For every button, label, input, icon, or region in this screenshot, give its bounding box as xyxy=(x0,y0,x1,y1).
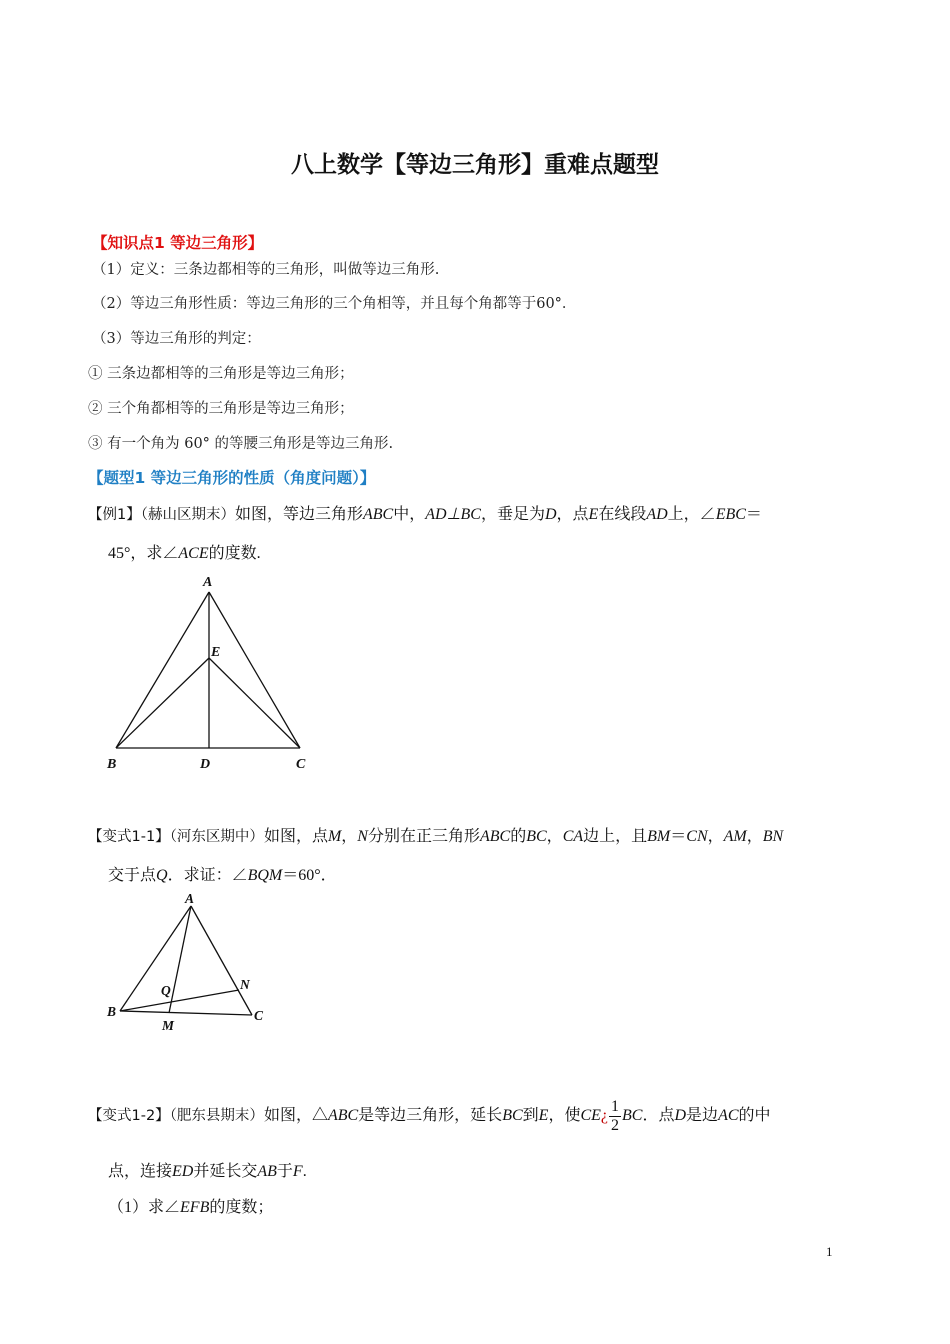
kp-line-criteria-2: ② 三个角都相等的三角形是等边三角形； xyxy=(88,401,354,417)
variant-1-2-text-line2: 点，连接ED并延长交AB于F. xyxy=(108,1163,307,1180)
question-type-heading: 【题型1 等边三角形的性质（角度问题）】 xyxy=(88,469,376,487)
variant-1-1-text: 【变式1-1】（河东区期中）如图，点M，N分别在正三角形ABC的BC，CA边上，且BM＝CN，AM，BN xyxy=(88,828,784,845)
variant-1-1-text-line2: 交于点Q．求证：∠BQM＝60°． xyxy=(108,867,337,884)
example-1-text-line2: 45°，求∠ACE的度数. xyxy=(108,545,261,562)
example-1-text: 【例1】（赫山区期末）如图，等边三角形ABC中，AD⊥BC，垂足为D，点E在线段AD上，∠EBC＝ xyxy=(88,506,762,523)
label-m: M xyxy=(162,1018,175,1033)
page-number: 1 xyxy=(826,1244,833,1259)
label-n: N xyxy=(240,977,250,992)
label-q: Q xyxy=(161,983,171,998)
fraction-one-half: $\frac{1}{2}$ xyxy=(611,1098,620,1134)
variant-1-1-figure xyxy=(100,888,275,1038)
side-ab xyxy=(116,592,209,748)
page-title: 八上数学【等边三角形】重难点题型 xyxy=(291,152,659,178)
variant-1-2-text: 【变式1-2】（肥东县期末）如图，△ABC是等边三角形，延长BC到E，使CE¿ $\frac{1}{2}$ BC．点D是边AC的中 xyxy=(88,1098,771,1134)
side-bc xyxy=(120,1011,252,1015)
segment-bn xyxy=(120,990,239,1011)
label-a: A xyxy=(185,891,195,906)
label-b: B xyxy=(107,1004,117,1019)
knowledge-point-heading: 【知识点1 等边三角形】 xyxy=(92,234,264,252)
label-c: C xyxy=(296,757,306,772)
side-ac xyxy=(209,592,300,748)
kp-line-definition: （1）定义：三条边都相等的三角形，叫做等边三角形. xyxy=(92,262,440,278)
segment-be xyxy=(116,658,209,748)
label-e: E xyxy=(211,645,221,660)
kp-line-criteria: （3）等边三角形的判定： xyxy=(92,331,261,347)
label-d: D xyxy=(200,757,211,772)
kp-line-property: （2）等边三角形性质：等边三角形的三个角相等，并且每个角都等于60°． xyxy=(92,296,577,312)
label-c: C xyxy=(254,1008,264,1023)
segment-ce xyxy=(209,658,300,748)
variant-1-2-question-1: （1）求∠EFB的度数； xyxy=(108,1199,274,1216)
side-ac xyxy=(191,906,252,1015)
label-a: A xyxy=(203,575,213,590)
label-b: B xyxy=(107,757,117,772)
example-1-figure xyxy=(100,570,320,775)
kp-line-criteria-1: ① 三条边都相等的三角形是等边三角形； xyxy=(88,366,354,382)
kp-line-criteria-3: ③ 有一个角为 60° 的等腰三角形是等边三角形. xyxy=(88,436,394,452)
